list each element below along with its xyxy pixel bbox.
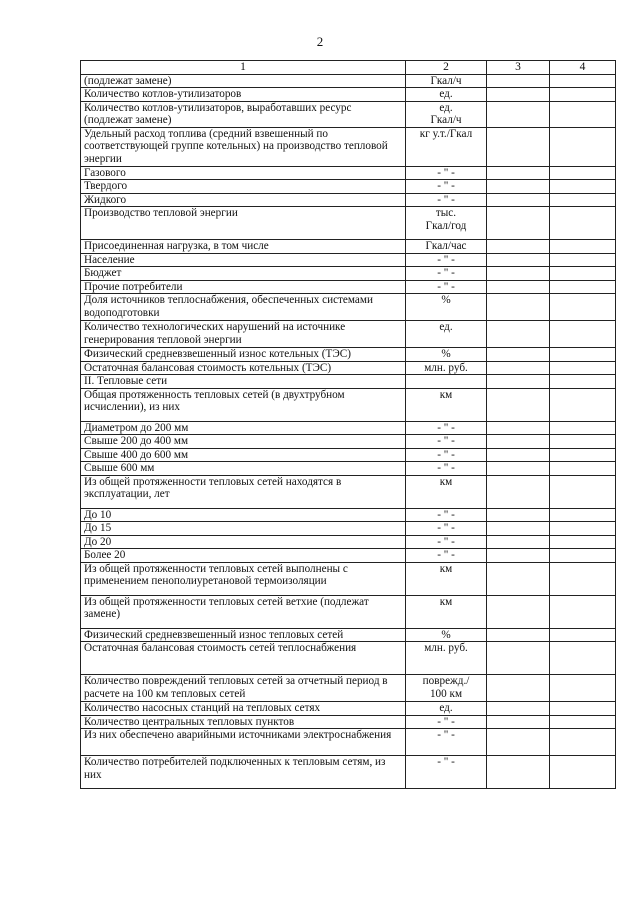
row-unit: - " - xyxy=(406,280,487,294)
table-row xyxy=(81,595,616,628)
row-value-col4 xyxy=(550,253,616,267)
row-value-col3 xyxy=(487,675,550,702)
row-value-col4 xyxy=(550,101,616,127)
row-unit: тыс. Гкал/год xyxy=(406,207,487,240)
row-value-col4 xyxy=(550,375,616,389)
row-description: (подлежат замене) xyxy=(81,74,406,88)
row-unit: Гкал/час xyxy=(406,240,487,254)
row-value-col3 xyxy=(487,421,550,435)
row-unit: км xyxy=(406,475,487,508)
row-value-col4 xyxy=(550,642,616,675)
row-description: Твердого xyxy=(81,180,406,194)
row-value-col4 xyxy=(550,715,616,729)
row-unit xyxy=(406,375,487,389)
table-row xyxy=(81,294,616,321)
table-row xyxy=(81,675,616,702)
table-row xyxy=(81,166,616,180)
row-value-col4 xyxy=(550,729,616,756)
table-row xyxy=(81,321,616,348)
row-value-col3 xyxy=(487,702,550,716)
row-value-col4 xyxy=(550,756,616,789)
row-value-col4 xyxy=(550,127,616,166)
row-value-col3 xyxy=(487,715,550,729)
row-value-col3 xyxy=(487,435,550,449)
row-unit: % xyxy=(406,348,487,362)
row-value-col3 xyxy=(487,475,550,508)
table-row xyxy=(81,375,616,389)
row-value-col4 xyxy=(550,180,616,194)
row-description: Общая протяженность тепловых сетей (в двухтрубном исчислении), из них xyxy=(81,388,406,421)
row-description: Диаметром до 200 мм xyxy=(81,421,406,435)
row-value-col3 xyxy=(487,628,550,642)
row-description: Жидкого xyxy=(81,193,406,207)
row-description: Количество технологических нарушений на источнике генерирования тепловой энергии xyxy=(81,321,406,348)
row-description: Количество центральных тепловых пунктов xyxy=(81,715,406,729)
table-row xyxy=(81,475,616,508)
row-unit: - " - xyxy=(406,166,487,180)
row-value-col3 xyxy=(487,88,550,102)
row-description: Население xyxy=(81,253,406,267)
row-value-col3 xyxy=(487,642,550,675)
row-unit: ед. xyxy=(406,88,487,102)
row-value-col3 xyxy=(487,595,550,628)
table-row xyxy=(81,702,616,716)
row-description: Физический средневзвешенный износ тепловых сетей xyxy=(81,628,406,642)
column-header-1: 1 xyxy=(81,61,406,75)
row-value-col4 xyxy=(550,675,616,702)
row-description: Доля источников теплоснабжения, обеспеченных системами водоподготовки xyxy=(81,294,406,321)
row-description: Количество котлов-утилизаторов xyxy=(81,88,406,102)
row-value-col3 xyxy=(487,522,550,536)
row-value-col4 xyxy=(550,193,616,207)
row-value-col3 xyxy=(487,462,550,476)
column-header-3: 3 xyxy=(487,61,550,75)
row-value-col4 xyxy=(550,508,616,522)
row-unit: - " - xyxy=(406,180,487,194)
table-row xyxy=(81,74,616,88)
row-value-col3 xyxy=(487,267,550,281)
header-row xyxy=(81,61,616,75)
row-value-col4 xyxy=(550,280,616,294)
row-value-col3 xyxy=(487,375,550,389)
row-value-col3 xyxy=(487,74,550,88)
row-description: Производство тепловой энергии xyxy=(81,207,406,240)
table-row xyxy=(81,88,616,102)
row-value-col3 xyxy=(487,294,550,321)
row-unit: - " - xyxy=(406,508,487,522)
row-unit: - " - xyxy=(406,435,487,449)
table-row xyxy=(81,267,616,281)
row-value-col3 xyxy=(487,166,550,180)
row-unit: - " - xyxy=(406,253,487,267)
row-unit: км xyxy=(406,595,487,628)
row-value-col3 xyxy=(487,101,550,127)
row-value-col3 xyxy=(487,348,550,362)
table-row xyxy=(81,280,616,294)
row-value-col4 xyxy=(550,321,616,348)
row-unit: - " - xyxy=(406,193,487,207)
table-row xyxy=(81,756,616,789)
row-value-col4 xyxy=(550,88,616,102)
row-unit: - " - xyxy=(406,535,487,549)
row-description: Из общей протяженности тепловых сетей ветхие (подлежат замене) xyxy=(81,595,406,628)
row-value-col3 xyxy=(487,180,550,194)
row-value-col3 xyxy=(487,127,550,166)
row-description: Свыше 400 до 600 мм xyxy=(81,448,406,462)
row-description: Из общей протяженности тепловых сетей находятся в эксплуатации, лет xyxy=(81,475,406,508)
row-value-col4 xyxy=(550,421,616,435)
row-value-col3 xyxy=(487,388,550,421)
table-row xyxy=(81,388,616,421)
table-row xyxy=(81,508,616,522)
row-description: Удельный расход топлива (средний взвешенный по соответствующей группе котельных) на производство тепловой энергии xyxy=(81,127,406,166)
row-value-col3 xyxy=(487,193,550,207)
row-unit: млн. руб. xyxy=(406,642,487,675)
row-unit: поврежд./ 100 км xyxy=(406,675,487,702)
table-row xyxy=(81,642,616,675)
row-description: Остаточная балансовая стоимость сетей теплоснабжения xyxy=(81,642,406,675)
table-row xyxy=(81,435,616,449)
table-row xyxy=(81,180,616,194)
row-unit: млн. руб. xyxy=(406,361,487,375)
row-value-col4 xyxy=(550,435,616,449)
row-value-col4 xyxy=(550,462,616,476)
row-description: Присоединенная нагрузка, в том числе xyxy=(81,240,406,254)
row-unit: кг у.т./Гкал xyxy=(406,127,487,166)
row-value-col3 xyxy=(487,280,550,294)
row-description: Количество насосных станций на тепловых сетях xyxy=(81,702,406,716)
table-row xyxy=(81,628,616,642)
row-value-col4 xyxy=(550,388,616,421)
row-value-col4 xyxy=(550,475,616,508)
row-description: Более 20 xyxy=(81,549,406,563)
row-unit: ед. Гкал/ч xyxy=(406,101,487,127)
row-unit: % xyxy=(406,628,487,642)
row-unit: - " - xyxy=(406,421,487,435)
table-row xyxy=(81,421,616,435)
row-description: Количество котлов-утилизаторов, выработавших ресурс (подлежат замене) xyxy=(81,101,406,127)
row-unit: ед. xyxy=(406,321,487,348)
row-description: Количество потребителей подключенных к тепловым сетям, из них xyxy=(81,756,406,789)
row-description: Свыше 200 до 400 мм xyxy=(81,435,406,449)
row-unit: - " - xyxy=(406,715,487,729)
row-description: До 10 xyxy=(81,508,406,522)
table-row xyxy=(81,127,616,166)
table-row xyxy=(81,207,616,240)
row-value-col3 xyxy=(487,549,550,563)
row-value-col4 xyxy=(550,549,616,563)
table-row xyxy=(81,101,616,127)
column-header-2: 2 xyxy=(406,61,487,75)
row-unit: Гкал/ч xyxy=(406,74,487,88)
row-value-col4 xyxy=(550,207,616,240)
row-value-col3 xyxy=(487,448,550,462)
row-value-col4 xyxy=(550,166,616,180)
row-description: Прочие потребители xyxy=(81,280,406,294)
row-value-col3 xyxy=(487,756,550,789)
table-row xyxy=(81,549,616,563)
row-description: До 15 xyxy=(81,522,406,536)
row-description: Остаточная балансовая стоимость котельных (ТЭС) xyxy=(81,361,406,375)
row-value-col4 xyxy=(550,595,616,628)
table-row xyxy=(81,361,616,375)
row-description: Из общей протяженности тепловых сетей выполнены с применением пенополиуретановой термоизоляции xyxy=(81,562,406,595)
column-header-4: 4 xyxy=(550,61,616,75)
table-row xyxy=(81,562,616,595)
row-value-col4 xyxy=(550,522,616,536)
row-value-col3 xyxy=(487,253,550,267)
row-unit: - " - xyxy=(406,522,487,536)
row-value-col4 xyxy=(550,348,616,362)
table-row xyxy=(81,522,616,536)
table-row xyxy=(81,193,616,207)
row-description: Из них обеспечено аварийными источниками электроснабжения xyxy=(81,729,406,756)
row-value-col3 xyxy=(487,535,550,549)
row-value-col3 xyxy=(487,729,550,756)
table-row xyxy=(81,240,616,254)
row-unit: - " - xyxy=(406,729,487,756)
row-unit: км xyxy=(406,388,487,421)
row-unit: - " - xyxy=(406,448,487,462)
row-value-col4 xyxy=(550,562,616,595)
row-value-col4 xyxy=(550,74,616,88)
row-unit: % xyxy=(406,294,487,321)
row-value-col3 xyxy=(487,562,550,595)
table-row xyxy=(81,448,616,462)
row-value-col4 xyxy=(550,702,616,716)
row-value-col4 xyxy=(550,267,616,281)
row-description: II. Тепловые сети xyxy=(81,375,406,389)
row-value-col3 xyxy=(487,240,550,254)
row-unit: - " - xyxy=(406,462,487,476)
table-row xyxy=(81,253,616,267)
row-unit: ед. xyxy=(406,702,487,716)
row-description: Физический средневзвешенный износ котельных (ТЭС) xyxy=(81,348,406,362)
row-value-col4 xyxy=(550,448,616,462)
table-row xyxy=(81,535,616,549)
row-unit: км xyxy=(406,562,487,595)
row-unit: - " - xyxy=(406,756,487,789)
row-description: До 20 xyxy=(81,535,406,549)
row-description: Бюджет xyxy=(81,267,406,281)
row-description: Количество повреждений тепловых сетей за отчетный период в расчете на 100 км тепловых сетей xyxy=(81,675,406,702)
row-value-col4 xyxy=(550,240,616,254)
row-value-col3 xyxy=(487,321,550,348)
row-unit: - " - xyxy=(406,267,487,281)
row-value-col4 xyxy=(550,628,616,642)
table-row xyxy=(81,715,616,729)
table-row xyxy=(81,462,616,476)
row-description: Газового xyxy=(81,166,406,180)
row-value-col4 xyxy=(550,535,616,549)
row-description: Свыше 600 мм xyxy=(81,462,406,476)
report-table xyxy=(80,60,616,789)
table-row xyxy=(81,729,616,756)
row-unit: - " - xyxy=(406,549,487,563)
row-value-col4 xyxy=(550,294,616,321)
row-value-col3 xyxy=(487,207,550,240)
row-value-col3 xyxy=(487,361,550,375)
row-value-col4 xyxy=(550,361,616,375)
row-value-col3 xyxy=(487,508,550,522)
page-number: 2 xyxy=(316,34,324,49)
table-row xyxy=(81,348,616,362)
